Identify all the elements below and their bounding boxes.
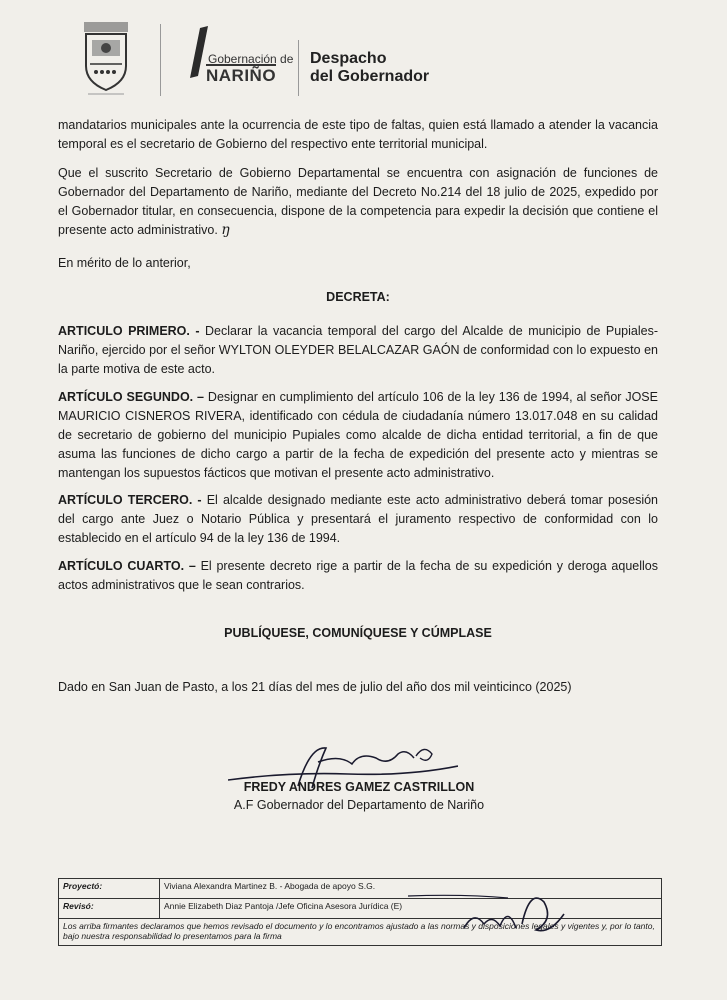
article-primero: [58, 322, 658, 379]
article-cuarto-text: El presente decreto rige a partir de la fecha de su expedición y deroga aquellos actos administrativos que le sean contrarios.: [58, 559, 658, 592]
article-tercero-text: El alcalde designado mediante este acto administrativo deberá tomar posesión del cargo ante Juez o Notario Pública y presentará el juramento respectivo de conformidad con lo establecido en el artículo 94 de la ley 136 de 1994.: [58, 493, 658, 545]
paragraph-que-text: Que el suscrito Secretario de Gobierno Departamental se encuentra con asignación de funciones de Gobernador del Departamento de Nariño, mediante del Decreto No.214 del 18 julio de 2025, expedido por el Gobernador titular, en consecuencia, dispone de la competencia para expedir la decisión que contiene el presente acto administrativo.: [58, 166, 658, 237]
initial-mark: ŋ: [221, 222, 231, 238]
proyecto-value: Viviana Alexandra Martinez B. - Abogada de apoyo S.G.: [160, 879, 662, 899]
paragraph-que: [58, 164, 658, 240]
article-primero-text: Declarar la vacancia temporal del cargo del Alcalde de municipio de Pupiales-Nariño, ejercido por el señor WYLTON OLEYDER BELALCAZAR GAÓN de conformidad con lo expuesto en la parte motiva de este acto.: [58, 324, 658, 376]
signer-name: FREDY ANDRES GAMEZ CASTRILLON: [243, 780, 475, 794]
paragraph-dado: Dado en San Juan de Pasto, a los 21 días del mes de julio del año dos mil veinticinco (2025): [58, 680, 572, 694]
publiquese-heading: PUBLÍQUESE, COMUNÍQUESE Y CÚMPLASE: [224, 626, 492, 640]
paragraph-continuation: mandatarios municipales ante la ocurrencia de este tipo de faltas, quien está llamado a atender la vacancia temporal es el secretario de Gobierno del respectivo ente territorial municipal.: [58, 118, 658, 151]
reviewer-signature-icon: [404, 884, 604, 942]
signer-role: A.F Gobernador del Departamento de Nariño: [233, 798, 485, 812]
header-divider-2: [298, 40, 299, 96]
review-note: Los arriba firmantes declaramos que hemos revisado el documento y lo encontramos ajustado a las normas y disposiciones legales y vigentes y, por lo tanto, bajo nuestra responsabilidad lo presentamos para la firma: [59, 919, 662, 946]
office-title-line1: Despacho: [310, 50, 387, 67]
article-segundo-text: Designar en cumplimiento del artículo 106 de la ley 136 de 1994, al señor JOSE MAURICIO CISNEROS RIVERA, identificado con cédula de ciudadanía número 13.017.048 en su calidad de secretario de gobierno del municipio Pupiales como alcalde de dicha entidad territorial, a fin de que asuma las funciones de dicho cargo a partir de la fecha de expedición del presente acto y mientras se mantengan los supuestos fácticos que motivan el presente acto administrativo.: [58, 390, 658, 480]
reviso-label: Revisó:: [59, 899, 160, 919]
office-title-line2: del Gobernador: [310, 68, 430, 85]
article-primero-label: ARTICULO PRIMERO. -: [58, 324, 200, 338]
department-crest-icon: [78, 20, 134, 98]
org-name-big: NARIÑO: [206, 66, 277, 85]
org-name-small: Gobernación de: [208, 52, 294, 66]
article-segundo-label: ARTÍCULO SEGUNDO. –: [58, 390, 205, 404]
proyecto-label: Proyectó:: [59, 879, 160, 899]
reviso-value: Annie Elizabeth Diaz Pantoja /Jefe Oficina Asesora Jurídica (E): [160, 899, 662, 919]
article-tercero-label: ARTÍCULO TERCERO. -: [58, 493, 202, 507]
article-segundo: [58, 388, 658, 483]
article-cuarto: [58, 557, 658, 595]
header-divider: [160, 24, 161, 96]
paragraph-merito: En mérito de lo anterior,: [58, 256, 191, 270]
article-tercero: [58, 491, 658, 548]
article-cuarto-label: ARTÍCULO CUARTO. –: [58, 559, 196, 573]
decreta-heading: DECRETA:: [326, 290, 390, 304]
